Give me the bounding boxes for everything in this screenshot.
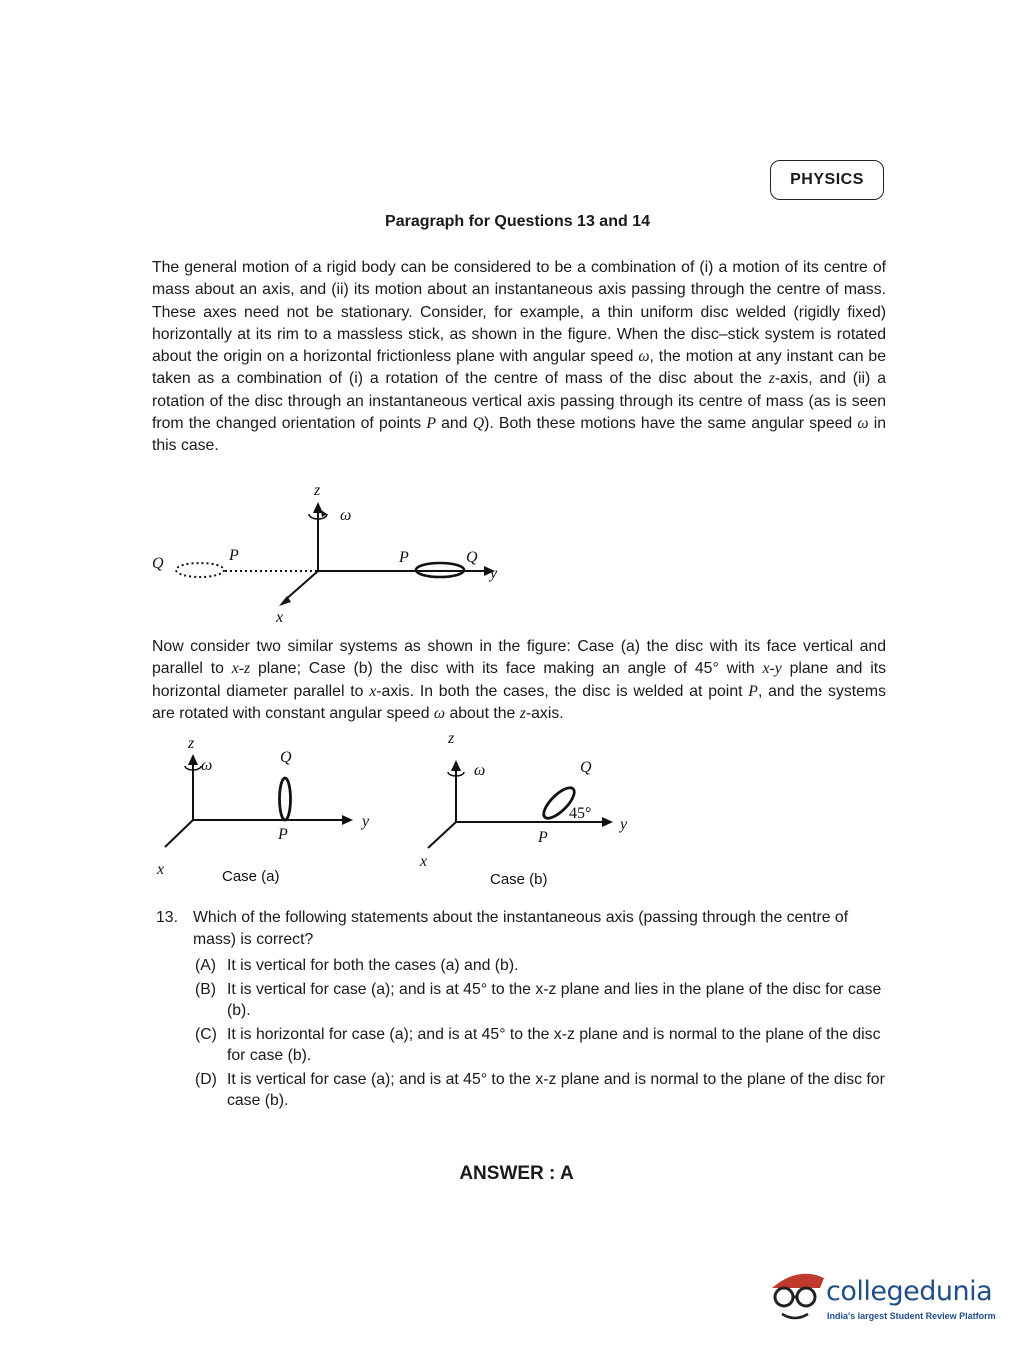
fig1-p-right: P xyxy=(399,549,409,566)
option-text: It is vertical for case (a); and is at 45° to the x-z plane and lies in the plane of the disc for case (b). xyxy=(227,981,882,1019)
fig1-z-label: z xyxy=(314,482,321,499)
option-label: (B) xyxy=(195,981,217,998)
case-b-caption: Case (b) xyxy=(490,871,548,888)
case-b-angle-label: 45° xyxy=(569,805,592,822)
paragraph-cases: Now consider two similar systems as shown in the figure: Case (a) the disc with its face vertical and parallel to x-z plane; Case (b) the disc with its face making an angle of 45° with x-y plane and its horizontal diameter parallel to x-axis. In both the cases, the disc is welded at point P, and the systems are rotated with constant angular speed ω about the z-axis. xyxy=(152,638,886,722)
case-a-caption: Case (a) xyxy=(222,868,280,885)
case-a-y-label: y xyxy=(362,813,370,830)
question-number: 13. xyxy=(156,909,178,926)
option-text: It is horizontal for case (a); and is at 45° to the x-z plane and is normal to the plane of the disc for case (b). xyxy=(227,1026,881,1064)
case-b-omega-label: ω xyxy=(474,762,486,779)
option-c xyxy=(195,1024,888,1066)
subject-badge: PHYSICS xyxy=(770,160,884,200)
case-b-x-label: x xyxy=(420,853,428,870)
question-text: Which of the following statements about the instantaneous axis (passing through the centre of mass) is correct? xyxy=(193,909,849,948)
option-list xyxy=(195,955,888,1111)
fig1-p-left: P xyxy=(229,547,239,564)
option-label: (D) xyxy=(195,1071,217,1088)
case-b-p-label: P xyxy=(538,829,548,846)
option-a xyxy=(195,955,888,976)
case-b-z-label: z xyxy=(448,730,455,747)
option-text: It is vertical for case (a); and is at 45° to the x-z plane and is normal to the plane of the disc for case (b). xyxy=(227,1071,885,1109)
case-b-y-label: y xyxy=(620,816,628,833)
case-b-diagram xyxy=(419,730,628,888)
paragraph-heading: Paragraph for Questions 13 and 14 xyxy=(385,213,650,230)
fig1-x-label: x xyxy=(276,609,284,626)
case-b-q-label: Q xyxy=(580,759,592,776)
case-a-diagram xyxy=(156,735,370,885)
brand-tagline: India's largest Student Review Platform xyxy=(827,1311,996,1321)
case-a-omega-label: ω xyxy=(201,757,213,774)
option-text: It is vertical for both the cases (a) and (b). xyxy=(227,957,519,974)
paragraph-intro: The general motion of a rigid body can be considered to be a combination of (i) a motion of its centre of mass about an axis, and (ii) its motion about an instantaneous axis passing through the centre of mass. These axes need not be stationary. Consider, for example, a thin uniform disc welded (rigidly fixed) horizontally at its rim to a massless stick, as shown in the figure. When the disc–stick system is rotated about the origin on a horizontal frictionless plane with angular speed ω, the motion at any instant can be taken as a combination of (i) a rotation of the centre of mass of the disc about the z-axis, and (ii) a rotation of the disc through an instantaneous vertical axis passing through its centre of mass (as is seen from the changed orientation of points P and Q). Both these motions have the same angular speed ω in this case. xyxy=(152,259,887,455)
option-label: (A) xyxy=(195,957,217,974)
case-a-p-label: P xyxy=(278,826,288,843)
answer-label: ANSWER : A xyxy=(459,1163,574,1184)
fig1-q-left: Q xyxy=(152,555,164,572)
option-d xyxy=(195,1069,888,1111)
case-a-x-label: x xyxy=(157,861,165,878)
option-b xyxy=(195,979,888,1021)
fig1-q-right: Q xyxy=(466,549,478,566)
case-a-z-label: z xyxy=(188,735,195,752)
fig1-y-label: y xyxy=(490,565,498,582)
brand-name: collegedunia xyxy=(826,1276,993,1307)
question-13 xyxy=(156,907,888,1114)
case-a-q-label: Q xyxy=(280,749,292,766)
fig1-omega-label: ω xyxy=(340,507,352,524)
option-label: (C) xyxy=(195,1026,217,1043)
